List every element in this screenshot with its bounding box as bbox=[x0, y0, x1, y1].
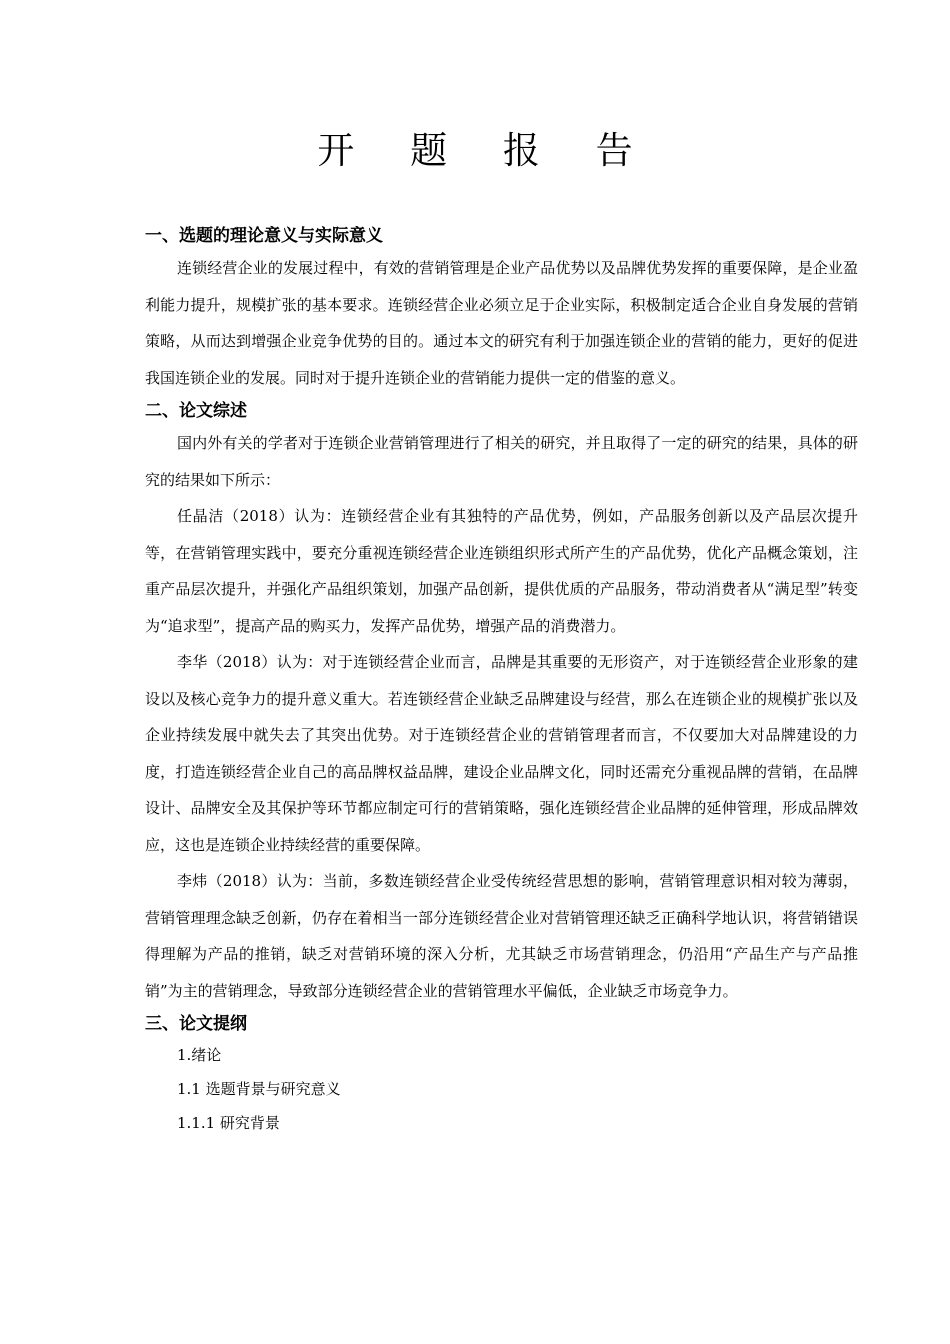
section-heading: 一、选题的理论意义与实际意义 bbox=[145, 226, 383, 246]
section-outline bbox=[145, 1010, 858, 1140]
paragraph: 任晶洁（2018）认为：连锁经营企业有其独特的产品优势，例如，产品服务创新以及产品层次提升等，在营销管理实践中，要充分重视连锁经营企业连锁组织形式所产生的产品优势，优化产品概念策划，注重产品层次提升，并强化产品组织策划，加强产品创新，提供优质的产品服务，带动消费者从“满足型”转变为“追求型”，提高产品的购买力，发挥产品优势，增强产品的消费潜力。 bbox=[145, 507, 858, 635]
paragraph: 国内外有关的学者对于连锁企业营销管理进行了相关的研究，并且取得了一定的研究的结果，具体的研究的结果如下所示： bbox=[145, 434, 858, 489]
paragraph: 连锁经营企业的发展过程中，有效的营销管理是企业产品优势以及品牌优势发挥的重要保障，是企业盈利能力提升，规模扩张的基本要求。连锁经营企业必须立足于企业实际，积极制定适合企业自身发展的营销策略，从而达到增强企业竞争优势的目的。通过本文的研究有利于加强连锁企业的营销的能力，更好的促进我国连锁企业的发展。同时对于提升连锁企业的营销能力提供一定的借鉴的意义。 bbox=[145, 259, 858, 387]
section-literature-review bbox=[145, 397, 858, 1009]
section-significance bbox=[145, 222, 858, 396]
document-body bbox=[145, 222, 858, 1140]
document-title: 开 题 报 告 bbox=[317, 129, 655, 172]
outline-item: 1.1.1 研究背景 bbox=[177, 1114, 280, 1132]
outline-item: 1.1 选题背景与研究意义 bbox=[177, 1080, 341, 1098]
paragraph: 李炜（2018）认为：当前，多数连锁经营企业受传统经营思想的影响，营销管理意识相对较为薄弱，营销管理理念缺乏创新，仍存在着相当一部分连锁经营企业对营销管理还缺乏正确科学地认识，将营销错误得理解为产品的推销，缺乏对营销环境的深入分析，尤其缺乏市场营销理念，仍沿用“产品生产与产品推销”为主的营销理念，导致部分连锁经营企业的营销管理水平偏低，企业缺乏市场竞争力。 bbox=[145, 872, 858, 1000]
section-heading: 二、论文综述 bbox=[145, 401, 247, 421]
paragraph: 李华（2018）认为：对于连锁经营企业而言，品牌是其重要的无形资产，对于连锁经营企业形象的建设以及核心竞争力的提升意义重大。若连锁经营企业缺乏品牌建设与经营，那么在连锁企业的规模扩张以及企业持续发展中就失去了其突出优势。对于连锁经营企业的营销管理者而言，不仅要加大对品牌建设的力度，打造连锁经营企业自己的高品牌权益品牌，建设企业品牌文化，同时还需充分重视品牌的营销，在品牌设计、品牌安全及其保护等环节都应制定可行的营销策略，强化连锁经营企业品牌的延伸管理，形成品牌效应，这也是连锁企业持续经营的重要保障。 bbox=[145, 653, 858, 854]
outline-item: 1.绪论 bbox=[177, 1046, 222, 1064]
section-heading: 三、论文提纲 bbox=[145, 1014, 247, 1034]
